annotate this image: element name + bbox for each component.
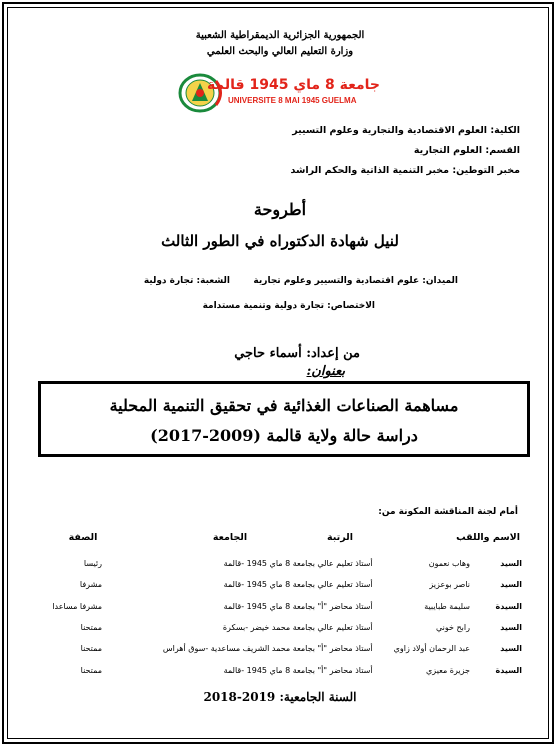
author-prefix: من إعداد:: [306, 346, 360, 361]
jury-member-university: بجامعة 8 ماي 1945 -قالمة: [223, 580, 315, 590]
jury-member-university: بجامعة 8 ماي 1945 -قالمة: [223, 665, 315, 675]
jury-member-title: السيدة: [495, 601, 522, 611]
jury-member-name: وهاب نعمون: [428, 559, 470, 568]
jury-member-name: عبد الرحمان أولاد زاوي: [393, 644, 470, 654]
jury-member-role: رئيسا: [83, 559, 102, 568]
jury-member-rank: أستاذ محاضر "أ": [317, 644, 373, 654]
academic-year-value: 2019-2018: [203, 690, 276, 704]
jury-member-role: مشرفا: [79, 580, 102, 590]
jury-member-role: مشرفا مساعدا: [52, 601, 102, 611]
jury-member-rank: أستاذ تعليم عالي: [317, 580, 373, 590]
thesis-degree: لنيل شهادة الدكتوراه في الطور الثالث: [161, 232, 399, 250]
specialization-line: الاختصاص: تجارة دولية وتنمية مستدامة: [202, 301, 375, 311]
academic-year: [180, 690, 380, 704]
jury-member-university: بجامعة محمد خيضر -بسكرة: [222, 622, 315, 632]
jury-member-name: ناصر بوعزيز: [429, 580, 470, 590]
jury-member-role: ممتحنا: [80, 665, 102, 675]
jury-member-title: السيدة: [495, 665, 522, 675]
faculty-line: الكلية: العلوم الاقتصادية والتجارية وعلوم التسيير: [292, 125, 520, 136]
jury-member-rank: أستاذ تعليم عالي: [317, 559, 373, 568]
jury-col-rank: الرتبة: [327, 532, 353, 543]
jury-member-title: السيد: [500, 622, 522, 632]
jury-member-university: بجامعة 8 ماي 1945 -قالمة: [223, 559, 315, 568]
branch-line: الشعبة: تجارة دولية: [143, 276, 230, 286]
department-line: القسم: العلوم التجارية: [413, 145, 520, 156]
author-line: [234, 346, 360, 361]
jury-col-university: الجامعة: [212, 532, 248, 543]
jury-heading: أمام لجنة المناقشة المكونة من:: [378, 507, 518, 517]
jury-member-title: السيد: [500, 580, 522, 590]
jury-member-role: ممتحنا: [80, 644, 102, 654]
jury-member-title: السيد: [500, 559, 522, 568]
author-name: أسماء حاجي: [234, 346, 302, 361]
university-name-ar: جامعة 8 ماي 1945 قالمة: [207, 77, 380, 93]
jury-col-name: الاسم واللقب: [456, 532, 520, 543]
university-name-fr: UNIVERSITE 8 MAI 1945 GUELMA: [228, 96, 357, 105]
jury-member-rank: أستاذ محاضر "أ": [317, 665, 373, 675]
republic-line: الجمهورية الجزائرية الديمقراطية الشعبية: [195, 30, 365, 41]
thesis-type: أطروحة: [253, 200, 307, 219]
jury-member-title: السيد: [500, 644, 522, 654]
jury-member-name: سليمة طبايبية: [424, 601, 470, 611]
jury-member-rank: أستاذ تعليم عالي: [317, 622, 373, 632]
jury-member-role: ممتحنا: [80, 622, 102, 632]
academic-year-label: السنة الجامعية:: [279, 690, 357, 704]
thesis-title-line2: دراسة حالة ولاية قالمة (2009-2017): [150, 426, 418, 445]
ministry-line: وزارة التعليم العالي والبحث العلمي: [206, 46, 354, 57]
lab-line: مخبر التوطين: مخبر التنمية الذاتية والحكم الراشد: [290, 165, 520, 176]
jury-member-university: بجامعة 8 ماي 1945 -قالمة: [223, 601, 315, 611]
jury-member-name: رابح خوني: [436, 622, 470, 632]
field-line: الميدان: علوم اقتصادية والتسيير وعلوم تجارية: [253, 276, 458, 286]
jury-member-name: جزيرة معيزي: [426, 665, 470, 675]
jury-member-university: بجامعة محمد الشريف مساعدية -سوق أهراس: [162, 644, 315, 654]
jury-member-rank: أستاذ محاضر "أ": [317, 601, 373, 611]
title-label: بعنوان:: [306, 364, 345, 379]
thesis-title-line1: مساهمة الصناعات الغذائية في تحقيق التنمية المحلية: [109, 396, 459, 415]
jury-col-role: الصفة: [68, 532, 98, 543]
thesis-title-box: [38, 381, 530, 457]
